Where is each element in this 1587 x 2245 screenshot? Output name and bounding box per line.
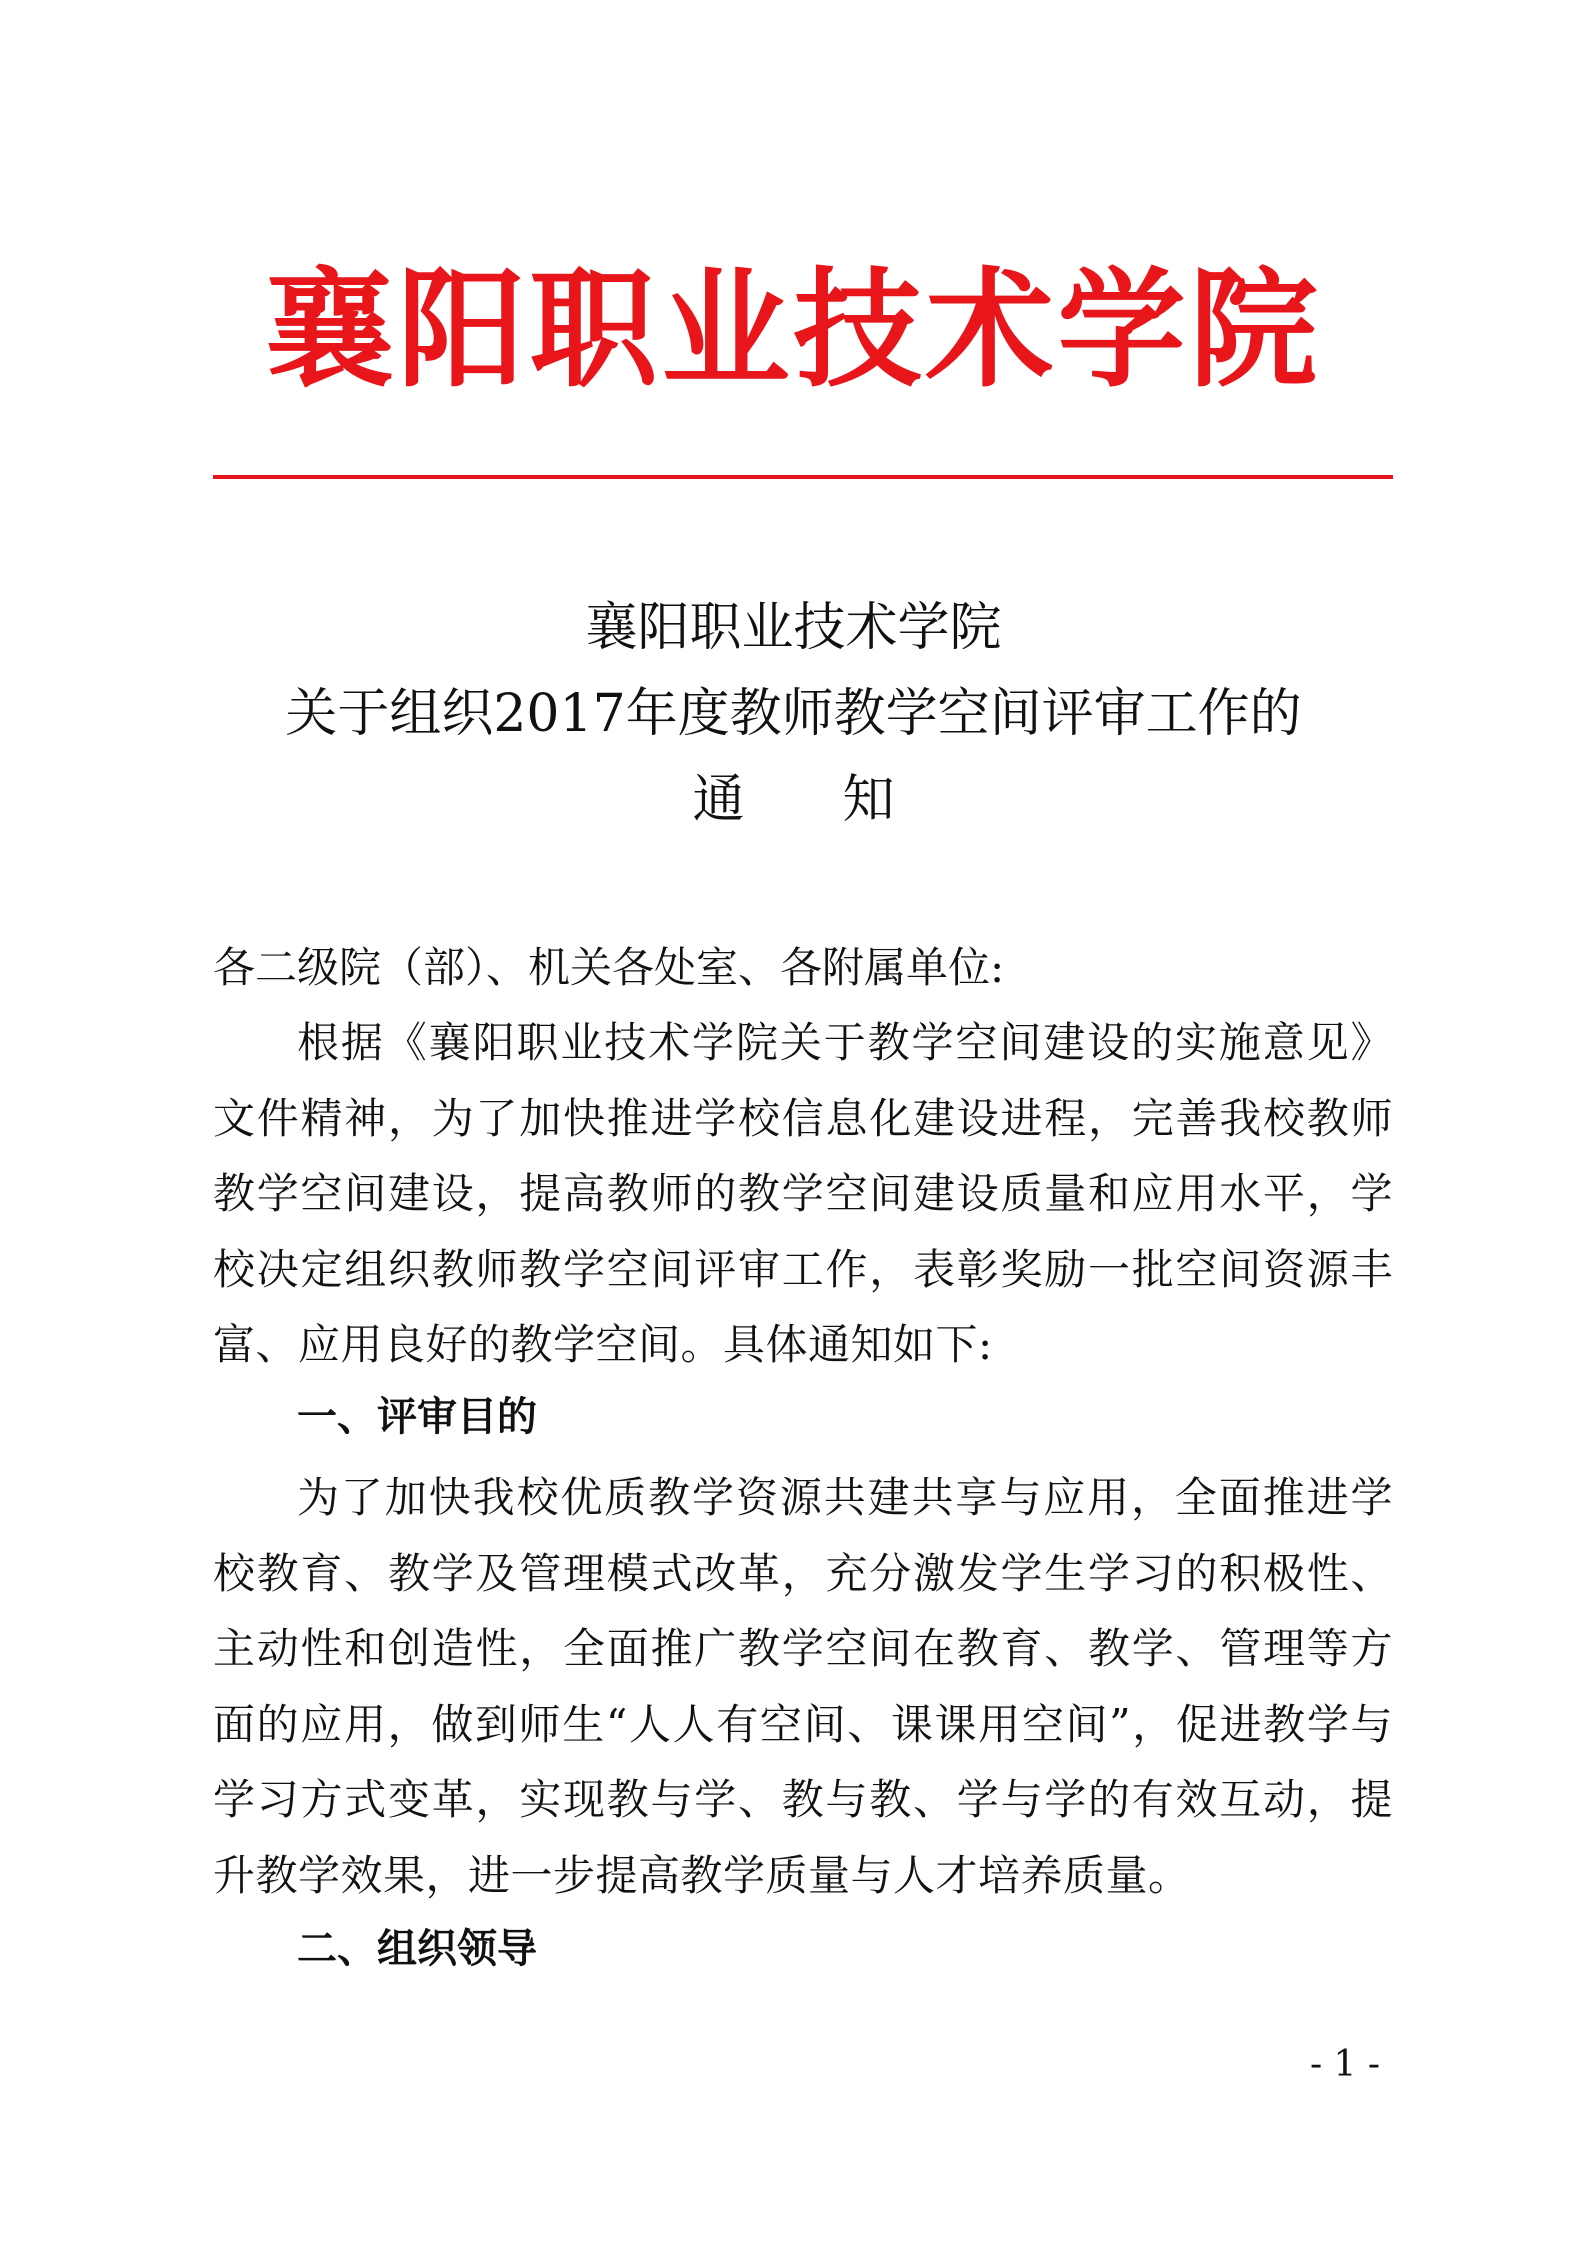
intro-paragraph: 根据《襄阳职业技术学院关于教学空间建设的实施意见》文件精神，为了加快推进学校信息化建设进程，完善我校教师教学空间建设，提高教师的教学空间建设质量和应用水平，学校决定组织教师教学空间评审工作，表彰奖励一批空间资源丰富、应用良好的教学空间。具体通知如下: — [213, 1018, 1393, 1369]
salutation: 各二级院（部）、机关各处室、各附属单位: — [213, 943, 1005, 992]
red-divider-line — [213, 475, 1393, 479]
document-title — [0, 585, 1587, 843]
title-line-1: 襄阳职业技术学院 — [585, 598, 1002, 658]
page-number: - 1 - — [1309, 2044, 1381, 2085]
title-line-3 — [0, 757, 1587, 843]
title-line-3-char-2: 知 — [842, 770, 895, 830]
title-line-2: 关于组织2017年度教师教学空间评审工作的 — [285, 684, 1302, 744]
institution-masthead: 襄阳职业技术学院 — [265, 255, 1322, 405]
section-1-paragraph: 为了加快我校优质教学资源共建共享与应用，全面推进学校教育、教学及管理模式改革，充分激发学生学习的积极性、主动性和创造性，全面推广教学空间在教育、教学、管理等方面的应用，做到师生“人人有空间、课课用空间”，促进教学与学习方式变革，实现教与学、教与教、学与学的有效互动，提升教学效果，进一步提高教学质量与人才培养质量。 — [213, 1473, 1393, 1900]
section-1-heading: 一、评审目的 — [297, 1394, 537, 1440]
title-line-3-char-1: 通 — [692, 770, 745, 830]
section-2-heading: 二、组织领导 — [297, 1926, 537, 1972]
